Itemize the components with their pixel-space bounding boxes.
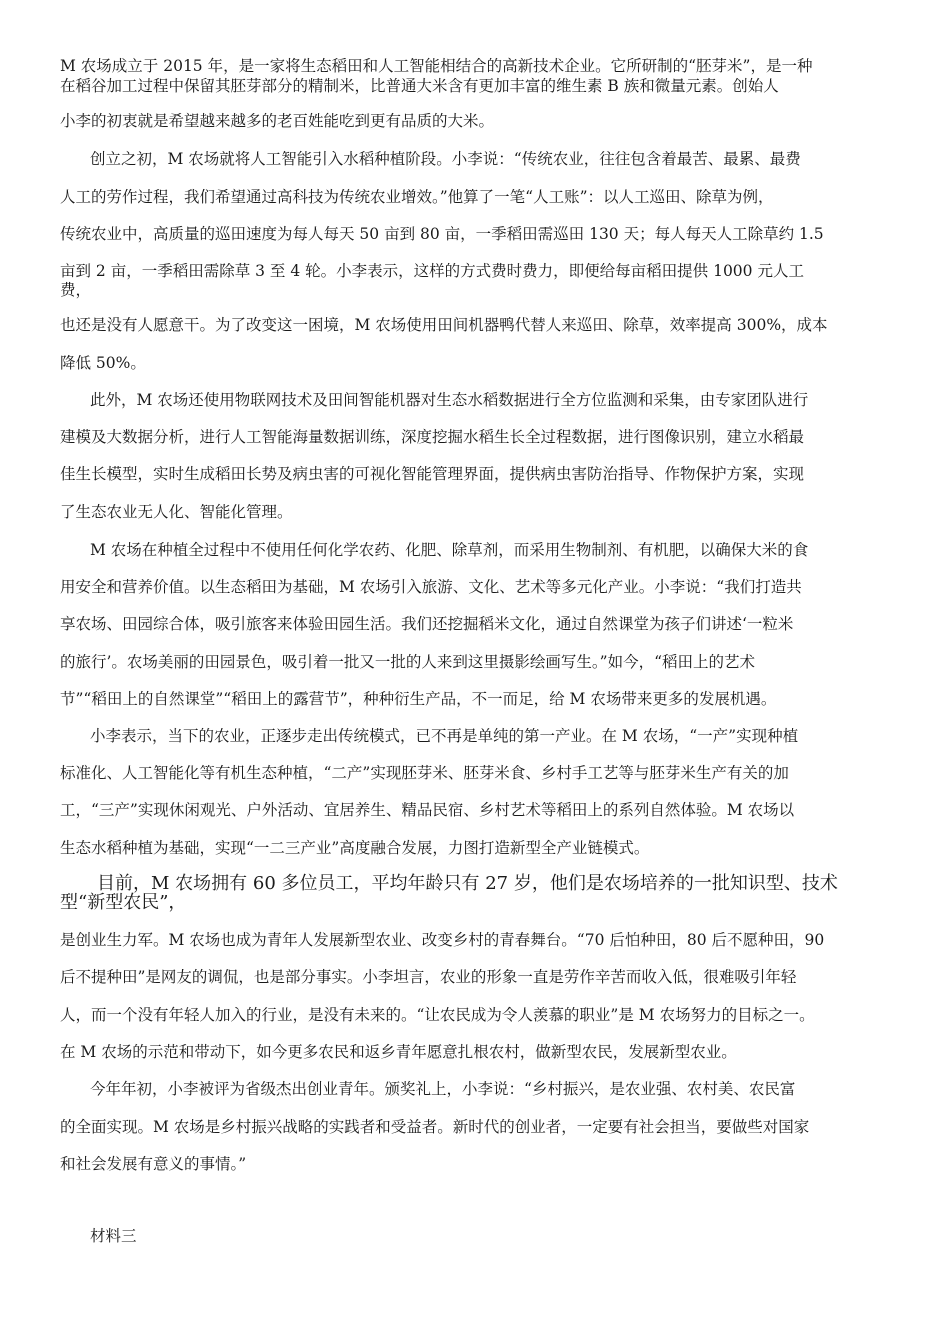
- text-line: 人，而一个没有年轻人加入的行业，是没有未来的。“让农民成为令人羡慕的职业”是 M 农场努力的目标之一。: [60, 1006, 815, 1024]
- text-line: M 农场在种植全过程中不使用任何化学农药、化肥、除草剂，而采用生物制剂、有机肥，以确保大米的食: [90, 541, 809, 559]
- text-line: 亩到 2 亩，一季稻田需除草 3 至 4 轮。小李表示，这样的方式费时费力，即便给每亩稻田提供 1000 元人工: [60, 262, 804, 280]
- text-line: 在 M 农场的示范和带动下，如今更多农民和返乡青年愿意扎根农村，做新型农民，发展新型农业。: [60, 1043, 737, 1061]
- text-line: 小李的初衷就是希望越来越多的老百姓能吃到更有品质的大米。: [60, 112, 495, 130]
- text-line: 享农场、田园综合体，吸引旅客来体验田园生活。我们还挖掘稻米文化，通过自然课堂为孩子们讲述‘一粒米: [60, 615, 794, 633]
- text-line: 创立之初，M 农场就将人工智能引入水稻种植阶段。小李说：“传统农业，往往包含着最苦、最累、最费: [90, 150, 801, 168]
- text-line: 费，: [60, 281, 92, 299]
- text-line: 节”“稻田上的自然课堂”“稻田上的露营节”，种种衍生产品，不一而足，给 M 农场带来更多的发展机遇。: [60, 690, 777, 708]
- text-line: 佳生长模型，实时生成稻田长势及病虫害的可视化智能管理界面，提供病虫害防治指导、作物保护方案，实现: [60, 465, 805, 483]
- text-line: 后不提种田”是网友的调侃，也是部分事实。小李坦言，农业的形象一直是劳作辛苦而收入低，很难吸引年轻: [60, 968, 797, 986]
- text-line: 和社会发展有意义的事情。”: [60, 1155, 247, 1173]
- text-line: 用安全和营养价值。以生态稻田为基础，M 农场引入旅游、文化、艺术等多元化产业。小李说：“我们打造共: [60, 578, 802, 596]
- text-line: 也还是没有人愿意干。为了改变这一困境，M 农场使用田间机器鸭代替人来巡田、除草，效率提高 300%，成本: [60, 316, 828, 334]
- text-line: 建模及大数据分析，进行人工智能海量数据训练，深度挖掘水稻生长全过程数据，进行图像识别，建立水稻最: [60, 428, 805, 446]
- text-line: M 农场成立于 2015 年，是一家将生态稻田和人工智能相结合的高新技术企业。它所研制的“胚芽米”，是一种: [60, 57, 813, 75]
- text-line: 人工的劳作过程，我们希望通过高科技为传统农业增效。”他算了一笔“人工账”：以人工巡田、除草为例，: [60, 188, 774, 206]
- text-line: 是创业生力军。M 农场也成为青年人发展新型农业、改变乡村的青春舞台。“70 后怕种田，80 后不愿种田，90: [60, 931, 825, 949]
- text-line: 的全面实现。M 农场是乡村振兴战略的实践者和受益者。新时代的创业者，一定要有社会担当，要做些对国家: [60, 1118, 810, 1136]
- text-line: 的旅行’。农场美丽的田园景色，吸引着一批又一批的人来到这里摄影绘画写生。”如今，“稻田上的艺术: [60, 653, 756, 671]
- text-line: 目前，M 农场拥有 60 多位员工，平均年龄只有 27 岁，他们是农场培养的一批知识型、技术: [97, 873, 838, 894]
- text-line: 了生态农业无人化、智能化管理。: [60, 503, 293, 521]
- text-line: 小李表示，当下的农业，正逐步走出传统模式，已不再是单纯的第一产业。在 M 农场，“一产”实现种植: [90, 727, 799, 745]
- text-line: 标准化、人工智能化等有机生态种植，“二产”实现胚芽米、胚芽米食、乡村手工艺等与胚芽米生产有关的加: [60, 764, 789, 782]
- text-line: 此外，M 农场还使用物联网技术及田间智能机器对生态水稻数据进行全方位监测和采集，由专家团队进行: [90, 391, 809, 409]
- section-heading: 材料三: [90, 1227, 137, 1245]
- text-line: 在稻谷加工过程中保留其胚芽部分的精制米，比普通大米含有更加丰富的维生素 B 族和微量元素。创始人: [60, 77, 779, 95]
- text-line: 今年年初，小李被评为省级杰出创业青年。颁奖礼上，小李说：“乡村振兴，是农业强、农村美、农民富: [90, 1080, 796, 1098]
- text-line: 型“新型农民”，: [60, 892, 187, 913]
- text-line: 生态水稻种植为基础，实现“一二三产业”高度融合发展，力图打造新型全产业链模式。: [60, 839, 650, 857]
- text-line: 工，“三产”实现休闲观光、户外活动、宜居养生、精品民宿、乡村艺术等稻田上的系列自然体验。M 农场以: [60, 801, 795, 819]
- text-line: 传统农业中，高质量的巡田速度为每人每天 50 亩到 80 亩，一季稻田需巡田 130 天；每人每天人工除草约 1.5: [60, 225, 824, 243]
- text-line: 降低 50%。: [60, 354, 146, 372]
